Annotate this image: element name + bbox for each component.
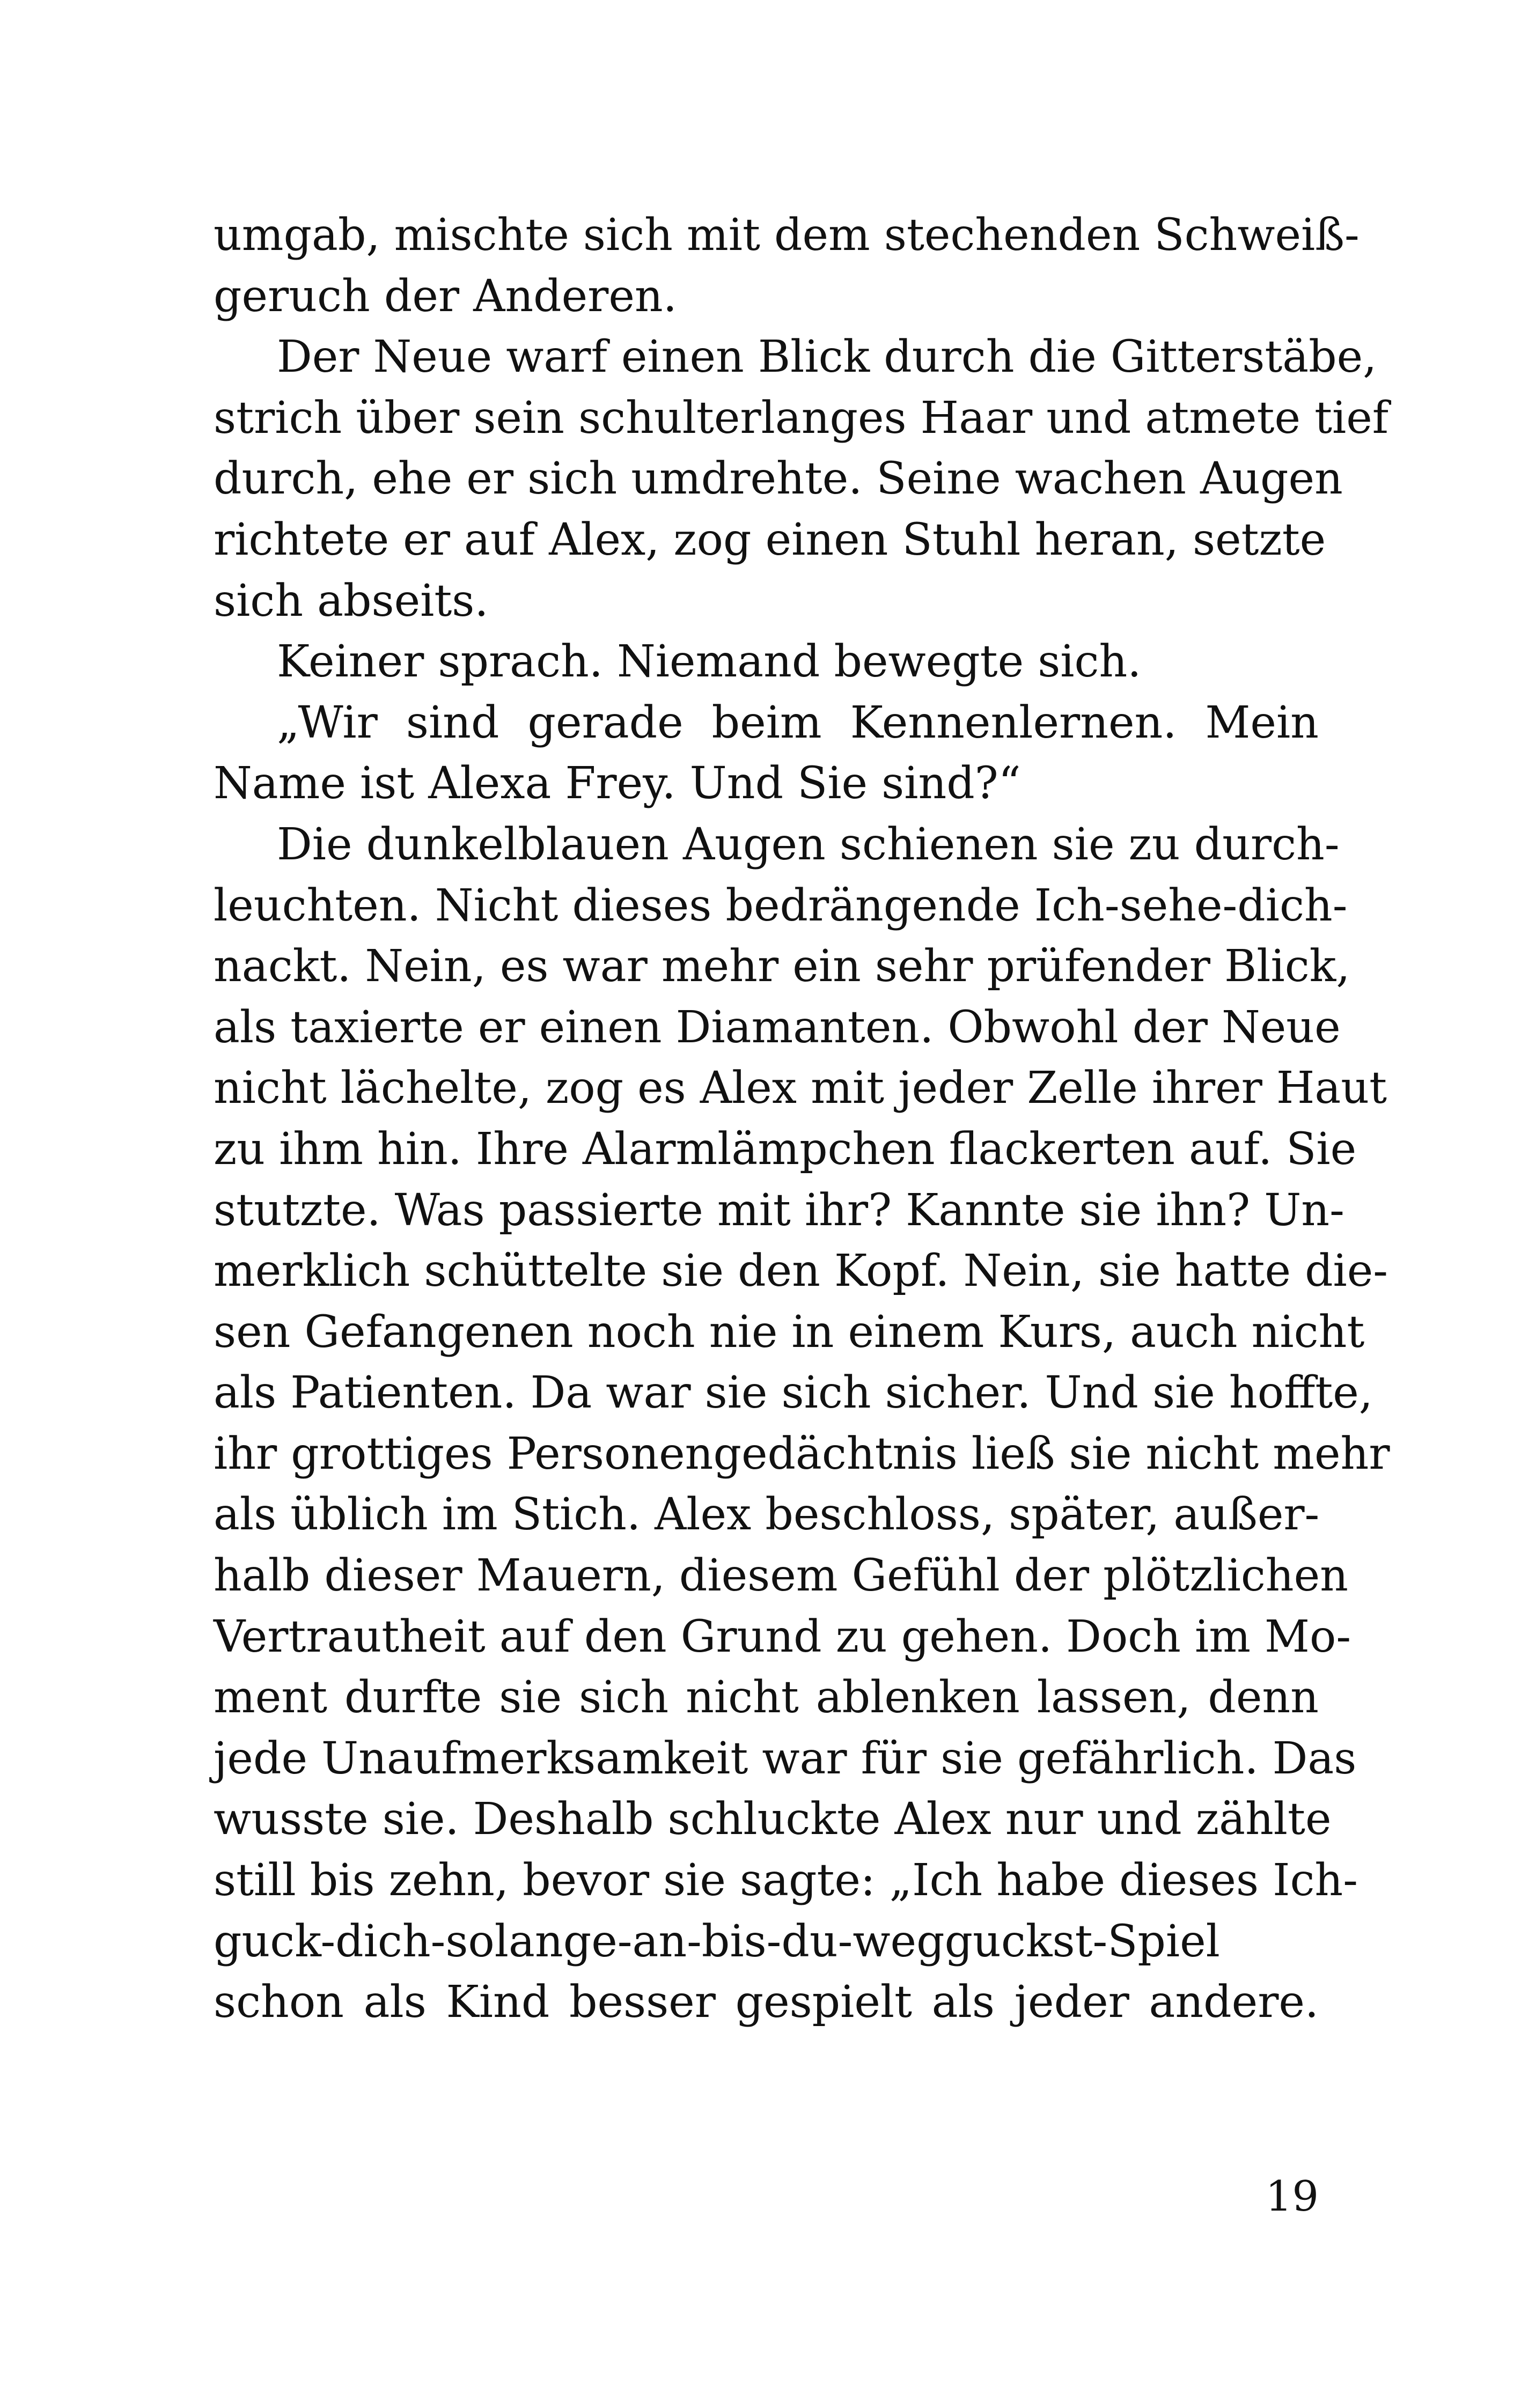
text-line: Der Neue warf einen Blick durch die Gitterstäbe, xyxy=(277,332,1377,383)
text-line: umgab, mischte sich mit dem stechenden Schweiß- xyxy=(214,210,1360,261)
body-text xyxy=(214,205,1390,2033)
text-line: nicht lächelte, zog es Alex mit jeder Zelle ihrer Haut xyxy=(214,1063,1387,1114)
text-line: sich abseits. xyxy=(214,575,489,627)
page-number: 19 xyxy=(1265,2173,1319,2221)
text-line: Name ist Alexa Frey. Und Sie sind?“ xyxy=(214,758,1021,809)
text-line: guck-dich-solange-an-bis-du-wegguckst-Spiel xyxy=(214,1916,1220,1967)
text-line: richtete er auf Alex, zog einen Stuhl heran, setzte xyxy=(214,514,1326,565)
text-line: als üblich im Stich. Alex beschloss, später, außer- xyxy=(214,1489,1320,1541)
text-line: ment durfte sie sich nicht ablenken lassen, denn xyxy=(214,1672,1319,1724)
text-line: nackt. Nein, es war mehr ein sehr prüfender Blick, xyxy=(214,941,1350,992)
text-line: als Patienten. Da war sie sich sicher. Und sie hoffte, xyxy=(214,1367,1373,1419)
text-line: leuchten. Nicht dieses bedrängende Ich-sehe-dich- xyxy=(214,880,1348,931)
text-line: jede Unaufmerksamkeit war für sie gefährlich. Das xyxy=(214,1733,1357,1784)
text-line: sen Gefangenen noch nie in einem Kurs, auch nicht xyxy=(214,1306,1365,1358)
text-line: wusste sie. Deshalb schluckte Alex nur und zählte xyxy=(214,1794,1332,1845)
text-line: halb dieser Mauern, diesem Gefühl der plötzlichen xyxy=(214,1550,1348,1602)
text-line: „Wir sind gerade beim Kennenlernen. Mein xyxy=(277,697,1319,748)
text-line: still bis zehn, bevor sie sagte: „Ich habe dieses Ich- xyxy=(214,1855,1358,1906)
text-line: zu ihm hin. Ihre Alarmlämpchen flackerten auf. Sie xyxy=(214,1123,1357,1175)
text-line: strich über sein schulterlanges Haar und atmete tief xyxy=(214,392,1389,444)
text-line: Keiner sprach. Niemand bewegte sich. xyxy=(277,636,1142,688)
text-line: ihr grottiges Personengedächtnis ließ sie nicht mehr xyxy=(214,1428,1390,1479)
text-line: durch, ehe er sich umdrehte. Seine wachen Augen xyxy=(214,453,1343,505)
text-line: schon als Kind besser gespielt als jeder andere. xyxy=(214,1977,1319,2028)
text-line: geruch der Anderen. xyxy=(214,270,677,322)
text-line: Die dunkelblauen Augen schienen sie zu durch- xyxy=(277,819,1340,870)
text-line: merklich schüttelte sie den Kopf. Nein, sie hatte die- xyxy=(214,1246,1388,1297)
text-line: Vertrautheit auf den Grund zu gehen. Doch im Mo- xyxy=(214,1611,1351,1662)
text-line: als taxierte er einen Diamanten. Obwohl der Neue xyxy=(214,1002,1341,1053)
text-line: stutzte. Was passierte mit ihr? Kannte sie ihn? Un- xyxy=(214,1184,1344,1236)
